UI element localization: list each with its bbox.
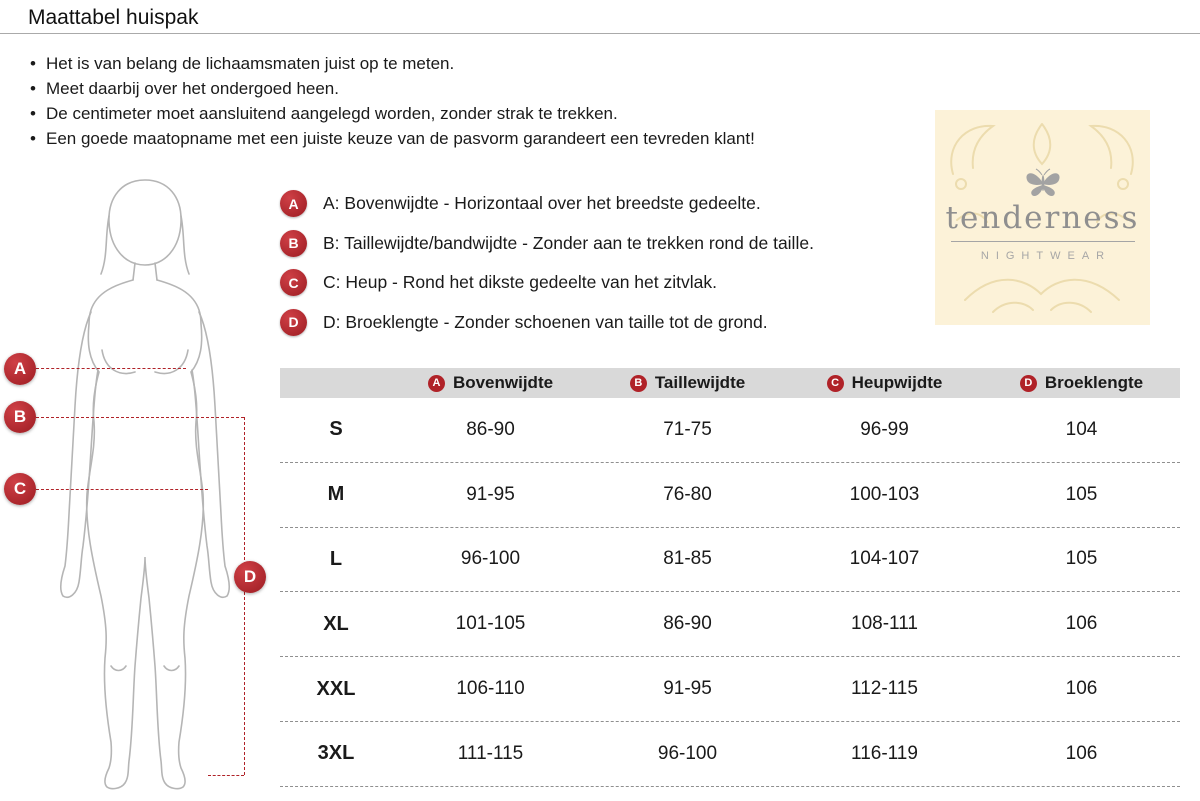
legend-text: D: Broeklengte - Zonder schoenen van taille tot de grond. bbox=[323, 311, 768, 332]
measure-line-d-base bbox=[208, 775, 244, 776]
cell-value: 71-75 bbox=[663, 418, 712, 440]
marker-badge-c: C bbox=[4, 473, 36, 505]
measurement-legend bbox=[280, 184, 814, 342]
brand-logo bbox=[935, 110, 1150, 325]
cell-value: 96-100 bbox=[657, 742, 718, 764]
cell-value: 112-115 bbox=[851, 678, 918, 700]
instruction-item: • Meet daarbij over het ondergoed heen. bbox=[30, 76, 755, 101]
cell-value: 105 bbox=[1065, 483, 1098, 505]
brand-subtitle: NIGHTWEAR bbox=[980, 249, 1112, 262]
size-label: S bbox=[329, 418, 343, 441]
brand-divider bbox=[951, 241, 1135, 242]
cell-value: 116-119 bbox=[851, 742, 918, 764]
legend-item bbox=[280, 263, 814, 303]
instruction-item: • De centimeter moet aansluitend aangelegd worden, zonder strak te trekken. bbox=[30, 101, 755, 126]
size-label: 3XL bbox=[317, 742, 355, 765]
legend-item bbox=[280, 224, 814, 264]
measure-line-a bbox=[36, 368, 186, 369]
table-row bbox=[280, 528, 1180, 593]
cell-value: 105 bbox=[1065, 548, 1098, 570]
cell-value: 106 bbox=[1065, 613, 1098, 635]
cell-value: 106-110 bbox=[456, 678, 525, 700]
cell-value: 76-80 bbox=[663, 483, 712, 505]
table-row bbox=[280, 592, 1180, 657]
instruction-item: • Een goede maatopname met een juiste keuze van de pasvorm garandeert een tevreden klant! bbox=[30, 126, 755, 151]
cell-value: 108-111 bbox=[851, 613, 918, 635]
cell-value: 106 bbox=[1065, 678, 1098, 700]
cell-value: 81-85 bbox=[663, 548, 712, 570]
legend-text: B: Taillewijdte/bandwijdte - Zonder aan te trekken rond de taille. bbox=[323, 232, 814, 253]
cell-value: 106 bbox=[1065, 742, 1098, 764]
cell-value: 104 bbox=[1065, 418, 1098, 440]
size-table-header bbox=[280, 368, 1180, 398]
legend-text: C: Heup - Rond het dikste gedeelte van het zitvlak. bbox=[323, 272, 717, 293]
cell-value: 104-107 bbox=[849, 548, 920, 570]
table-row bbox=[280, 398, 1180, 463]
measure-line-b bbox=[36, 417, 244, 418]
measure-line-c bbox=[36, 489, 208, 490]
legend-badge-c: C bbox=[280, 269, 307, 296]
legend-badge-d: D bbox=[280, 309, 307, 336]
column-header-taillewijdte bbox=[589, 373, 786, 393]
cell-value: 96-100 bbox=[460, 548, 521, 570]
instruction-list bbox=[30, 51, 755, 151]
column-header-heupwijdte bbox=[786, 373, 983, 393]
butterfly-icon bbox=[1023, 166, 1063, 200]
size-label: XXL bbox=[316, 677, 356, 700]
brand-name: tenderness bbox=[945, 200, 1140, 236]
table-row bbox=[280, 463, 1180, 528]
column-header-label: Heupwijdte bbox=[851, 373, 943, 392]
marker-badge-a: A bbox=[4, 353, 36, 385]
cell-value: 86-90 bbox=[663, 613, 712, 635]
size-label: XL bbox=[323, 612, 349, 635]
cell-value: 91-95 bbox=[663, 678, 712, 700]
cell-value: 96-99 bbox=[860, 418, 909, 440]
woman-outline-figure bbox=[45, 172, 245, 797]
size-label: L bbox=[329, 547, 343, 570]
legend-badge-a: A bbox=[280, 190, 307, 217]
header-badge-c: C bbox=[827, 375, 844, 392]
legend-text: A: Bovenwijdte - Horizontaal over het breedste gedeelte. bbox=[323, 193, 761, 214]
column-header-label: Broeklengte bbox=[1044, 373, 1144, 392]
header-badge-a: A bbox=[428, 375, 445, 392]
header-badge-d: D bbox=[1020, 375, 1037, 392]
brand-logo-content bbox=[935, 110, 1150, 262]
size-table bbox=[280, 368, 1180, 787]
marker-badge-b: B bbox=[4, 401, 36, 433]
cell-value: 86-90 bbox=[466, 418, 515, 440]
body-figure bbox=[45, 172, 255, 800]
legend-item bbox=[280, 184, 814, 224]
size-label: M bbox=[327, 483, 345, 506]
legend-badge-b: B bbox=[280, 230, 307, 257]
measure-line-d bbox=[244, 417, 245, 775]
page-title: Maattabel huispak bbox=[28, 6, 199, 29]
cell-value: 91-95 bbox=[466, 483, 515, 505]
column-header-label: Taillewijdte bbox=[654, 373, 746, 392]
legend-item bbox=[280, 303, 814, 343]
header-badge-b: B bbox=[630, 375, 647, 392]
column-header-broeklengte bbox=[983, 373, 1180, 393]
column-header-label: Bovenwijdte bbox=[452, 373, 554, 392]
column-header-bovenwijdte bbox=[392, 373, 589, 393]
table-row bbox=[280, 657, 1180, 722]
cell-value: 101-105 bbox=[455, 613, 526, 635]
title-divider bbox=[0, 33, 1200, 34]
table-row bbox=[280, 722, 1180, 787]
marker-badge-d: D bbox=[234, 561, 266, 593]
cell-value: 100-103 bbox=[849, 483, 920, 505]
instruction-item: • Het is van belang de lichaamsmaten juist op te meten. bbox=[30, 51, 755, 76]
cell-value: 111-115 bbox=[457, 742, 524, 764]
